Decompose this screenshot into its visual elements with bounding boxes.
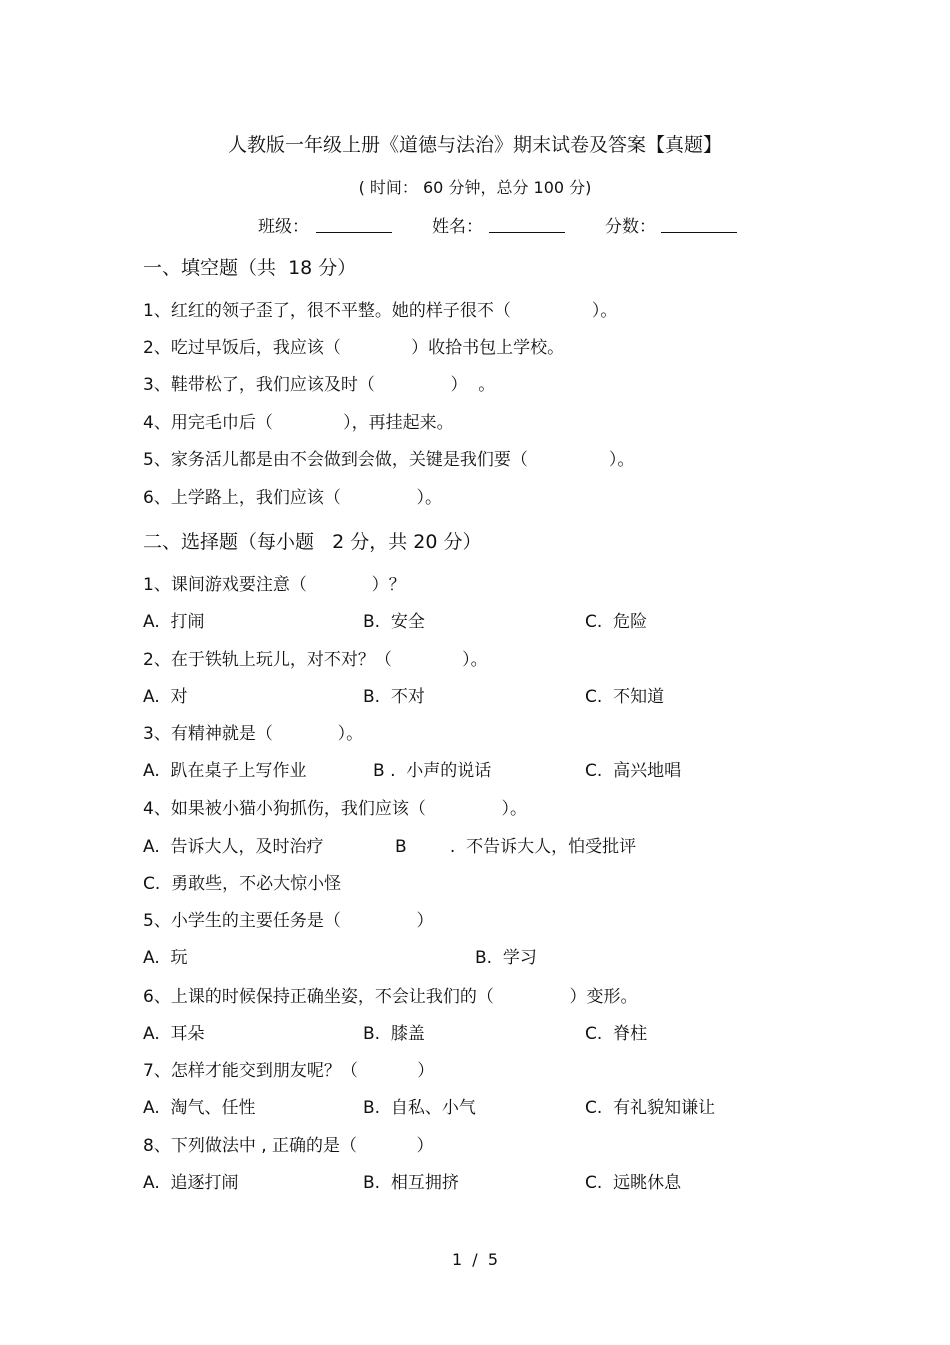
fill-blank-question: 5、家务活儿都是由不会做到会做，关键是我们要（ ）。 xyxy=(143,450,635,470)
option-c[interactable]: C. 高兴地唱 xyxy=(585,761,682,781)
option-b[interactable]: B. 不对 xyxy=(363,687,425,707)
score-blank[interactable] xyxy=(661,232,737,233)
choice-question: 3、有精神就是（ ）。 xyxy=(143,724,364,744)
choice-question: 5、小学生的主要任务是（ ） xyxy=(143,911,434,931)
option-a[interactable]: A. 追逐打闹 xyxy=(143,1173,239,1193)
class-label: 班级： xyxy=(258,217,309,237)
choice-question: 8、下列做法中 , 正确的是（ ） xyxy=(143,1136,434,1156)
option-a[interactable]: A. 趴在桌子上写作业 xyxy=(143,761,307,781)
option-b[interactable]: B. 膝盖 xyxy=(363,1024,425,1044)
option-c[interactable]: C. 危险 xyxy=(585,612,648,632)
score-label: 分数： xyxy=(605,217,656,237)
page-title: 人教版一年级上册《道德与法治》期末试卷及答案【真题】 xyxy=(227,134,722,156)
exam-info: ( 时间： 60 分钟，总分 100 分) xyxy=(358,178,592,197)
option-a[interactable]: A. 淘气、任性 xyxy=(143,1098,256,1118)
fill-blank-question: 2、吃过早饭后，我应该（ ）收拾书包上学校。 xyxy=(143,338,565,358)
option-c[interactable]: C. 不知道 xyxy=(585,687,665,707)
page-number: 1 / 5 xyxy=(451,1250,499,1269)
option-b[interactable]: B. 安全 xyxy=(363,612,425,632)
option-c[interactable]: C. 勇敢些，不必大惊小怪 xyxy=(143,874,342,894)
option-b[interactable]: B. 学习 xyxy=(475,948,537,968)
option-a[interactable]: A. 耳朵 xyxy=(143,1024,205,1044)
option-b[interactable]: B. 相互拥挤 xyxy=(363,1173,459,1193)
choice-question: 2、在于铁轨上玩儿，对不对？（ ）。 xyxy=(143,650,488,670)
section-heading: 一、填空题（共 18 分） xyxy=(143,257,357,279)
choice-question: 6、上课的时候保持正确坐姿，不会让我们的（ ）变形。 xyxy=(143,987,638,1007)
option-c[interactable]: C. 有礼貌知谦让 xyxy=(585,1098,716,1118)
option-b[interactable]: B. 自私、小气 xyxy=(363,1098,476,1118)
name-blank[interactable] xyxy=(489,232,565,233)
choice-question: 4、如果被小猫小狗抓伤，我们应该（ ）。 xyxy=(143,799,527,819)
name-label: 姓名： xyxy=(432,217,483,237)
option-a[interactable]: A. 玩 xyxy=(143,948,188,968)
option-a[interactable]: A. 告诉大人，及时治疗 xyxy=(143,837,324,857)
option-c[interactable]: C. 远眺休息 xyxy=(585,1173,682,1193)
fill-blank-question: 1、红红的领子歪了，很不平整。她的样子很不（ ）。 xyxy=(143,301,618,321)
option-a[interactable]: A. 对 xyxy=(143,687,188,707)
option-b[interactable]: B . 小声的说话 xyxy=(373,761,492,781)
section-heading: 二、选择题（每小题 2 分，共 20 分） xyxy=(143,531,482,553)
class-blank[interactable] xyxy=(316,232,392,233)
choice-question: 7、怎样才能交到朋友呢？（ ） xyxy=(143,1061,435,1081)
fill-blank-question: 6、上学路上，我们应该（ ）。 xyxy=(143,488,442,508)
option-c[interactable]: C. 脊柱 xyxy=(585,1024,648,1044)
fill-blank-question: 3、鞋带松了，我们应该及时（ ） 。 xyxy=(143,375,496,395)
choice-question: 1、课间游戏要注意（ ）？ xyxy=(143,575,406,595)
fill-blank-question: 4、用完毛巾后（ ），再挂起来。 xyxy=(143,413,454,433)
option-a[interactable]: A. 打闹 xyxy=(143,612,205,632)
option-b[interactable]: B . 不告诉大人，怕受批评 xyxy=(395,837,637,857)
